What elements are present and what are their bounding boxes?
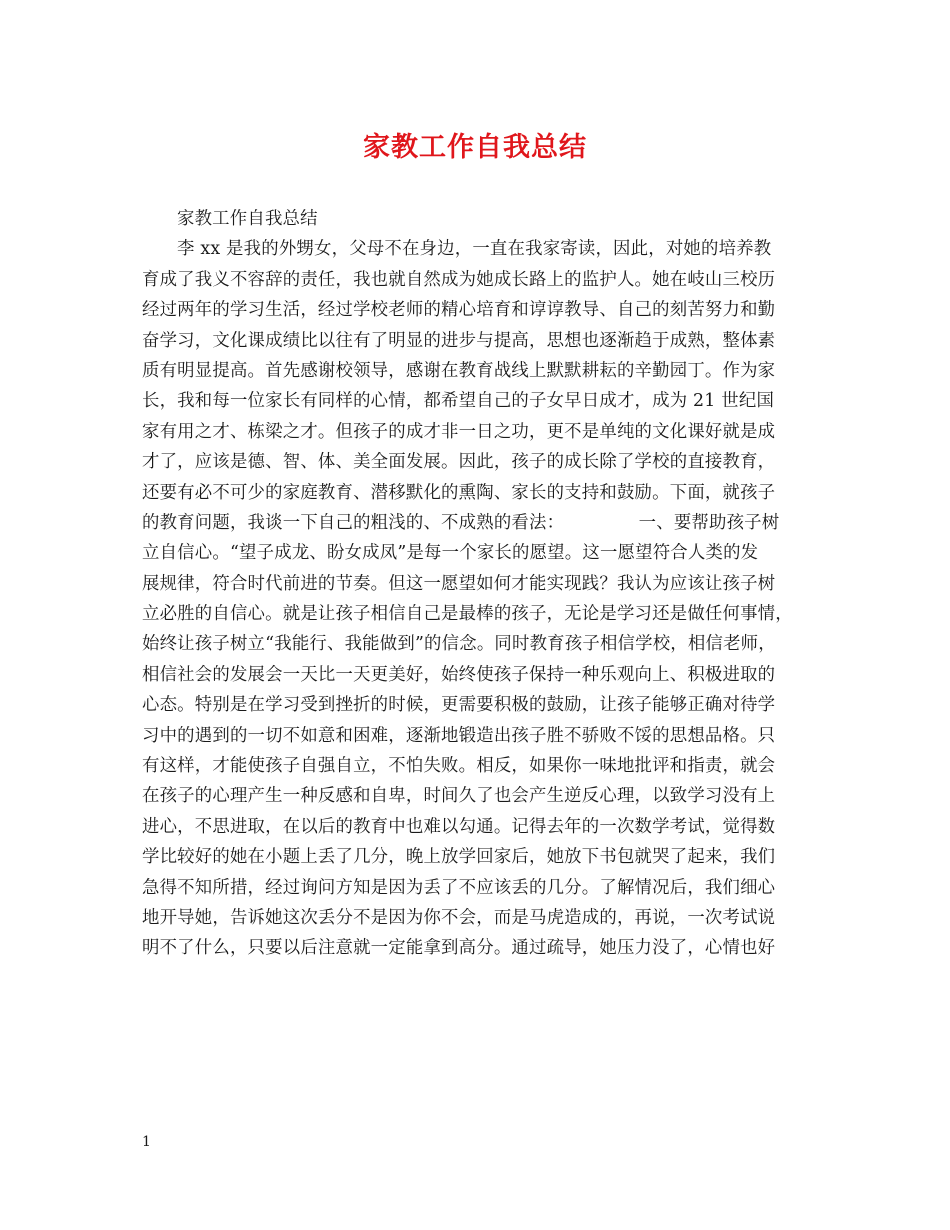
body-line: 立自信心。“望子成龙、盼女成凤”是每一个家长的愿望。这一愿望符合人类的发: [142, 543, 759, 564]
body-line: 有这样，才能使孩子自强自立，不怕失败。相反，如果你一味地批评和指责，就会: [142, 756, 776, 777]
body-line: 习中的遇到的一切不如意和困难，逐渐地锻造出孩子胜不骄败不馁的思想品格。只: [142, 725, 776, 746]
body-line: 长，我和每一位家长有同样的心情，都希望自己的子女早日成才，成为 21 世纪国: [142, 391, 775, 412]
body-line: 展规律，符合时代前进的节奏。但这一愿望如何才能实现践？我认为应该让孩子树: [142, 573, 776, 594]
body-line: 在孩子的心理产生一种反感和自卑，时间久了也会产生逆反心理，以致学习没有上: [142, 786, 776, 807]
body-line: 家教工作自我总结: [177, 209, 318, 229]
body-line: 李 xx 是我的外甥女，父母不在身边，一直在我家寄读，因此，对她的培养教: [177, 239, 772, 260]
body-line: 立必胜的自信心。就是让孩子相信自己是最棒的孩子，无论是学习还是做任何事情，: [142, 604, 793, 625]
body-line: 才了，应该是德、智、体、美全面发展。因此，孩子的成长除了学校的直接教育，: [142, 452, 776, 473]
body-line: 始终让孩子树立“我能行、我能做到”的信念。同时教育孩子相信学校，相信老师，: [142, 634, 776, 655]
body-line: 心态。特别是在学习受到挫折的时候，更需要积极的鼓励，让孩子能够正确对待学: [142, 695, 776, 716]
body-line: 急得不知所措，经过询问方知是因为丢了不应该丢的几分。了解情况后，我们细心: [142, 877, 776, 898]
body-line: 学比较好的她在小题上丢了几分，晚上放学回家后，她放下书包就哭了起来，我们: [142, 847, 776, 868]
body-line: 经过两年的学习生活，经过学校老师的精心培育和谆谆教导、自己的刻苦努力和勤: [142, 300, 776, 321]
body-line: 还要有必不可少的家庭教育、潜移默化的熏陶、家长的支持和鼓励。下面，就孩子: [142, 482, 776, 503]
body-line: 的教育问题，我谈一下自己的粗浅的、不成熟的看法： 一、要帮助孩子树: [142, 512, 780, 533]
body-line: 明不了什么，只要以后注意就一定能拿到高分。通过疏导，她压力没了，心情也好: [142, 938, 776, 959]
body-line: 地开导她，告诉她这次丢分不是因为你不会，而是马虎造成的，再说，一次考试说: [142, 907, 776, 928]
body-line: 进心，不思进取，在以后的教育中也难以勾通。记得去年的一次数学考试，觉得数: [142, 816, 776, 837]
document-body: [142, 204, 814, 964]
body-line: 奋学习，文化课成绩比以往有了明显的进步与提高，思想也逐渐趋于成熟，整体素: [142, 330, 776, 351]
page-number: 1: [142, 1134, 151, 1150]
body-line: 相信社会的发展会一天比一天更美好，始终使孩子保持一种乐观向上、积极进取的: [142, 664, 776, 685]
body-line: 育成了我义不容辞的责任，我也就自然成为她成长路上的监护人。她在岐山三校历: [142, 269, 776, 290]
body-line: 质有明显提高。首先感谢校领导，感谢在教育战线上默默耕耘的辛勤园丁。作为家: [142, 360, 776, 381]
body-line: 家有用之才、栋梁之才。但孩子的成才非一日之功，更不是单纯的文化课好就是成: [142, 421, 776, 442]
document-title: 家教工作自我总结: [363, 132, 587, 163]
